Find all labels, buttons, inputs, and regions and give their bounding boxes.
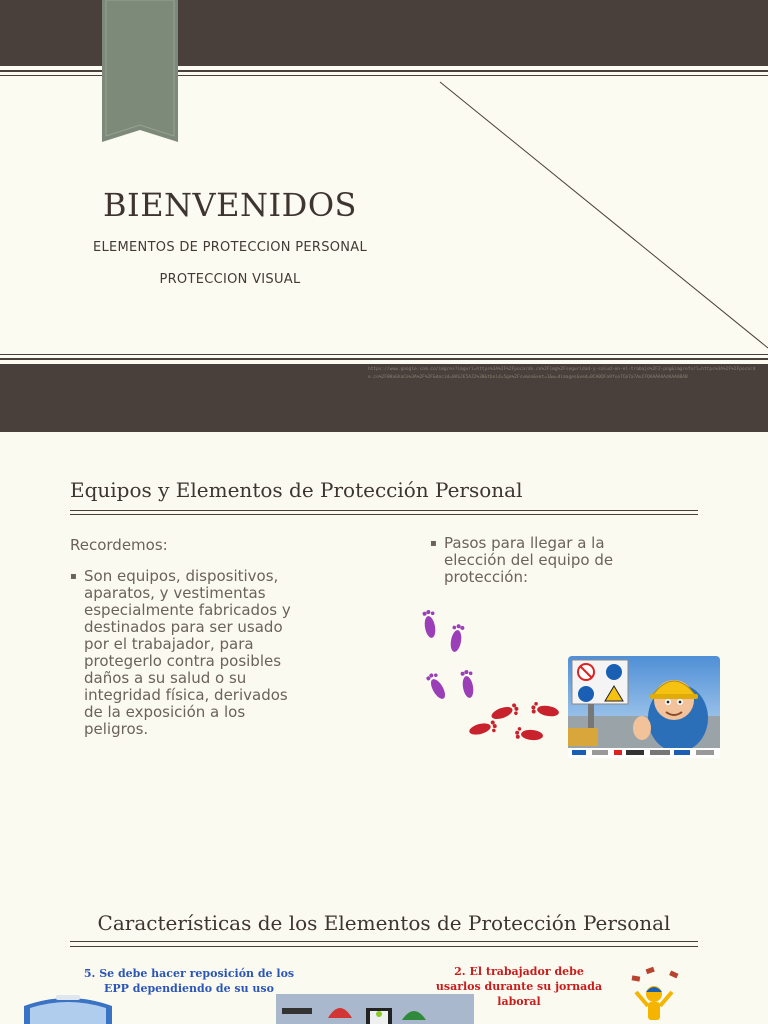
steps-text: Pasos para llegar a la elección del equipo de protección: [444,534,614,586]
bullet-square-icon: ▪ [430,538,437,549]
juggling-worker-figure [618,962,698,1024]
safety-worker-image [568,656,720,758]
epp-title-rule-2 [70,514,698,515]
characteristic-item-5: 5. Se debe hacer reposición de los EPP dependiendo de su uso [83,967,295,995]
source-url-text[interactable]: https://www.google.com.co/imgres?imgurl=https%3A%2F%2Fpocarde.co%2Fimg%2Fseguridad-y-salud-en-el-trabajo%2F2-png&imgrefurl=https%3A%2F%2Fpocarde.co%2F0HaGhaCa%3A%2F%2F&docid=0ASJE5AJ2%3B&tbnid=5ge%2Fsvmon&vet=1&w=dimages&ved=0CA0QFa9fse7Cm7a7AuCFQAAAAAAdAAAABAB [368,367,756,380]
characteristics-title-rule-2 [70,946,698,947]
characteristic-item-2: 2. El trabajador debe usarlos durante su jornada laboral [435,965,603,1008]
steps-bullet [430,535,650,586]
characteristics-slide-title: Características de los Elementos de Protección Personal [97,911,671,935]
bookmark-ribbon-icon [102,0,178,142]
bottom-rule-2 [0,358,768,360]
welcome-subtitle-1: ELEMENTOS DE PROTECCION PERSONAL [92,240,368,255]
epp-board-image [276,994,474,1024]
recordemos-label: Recordemos: [70,536,168,554]
epp-slide-title: Equipos y Elementos de Protección Personal [70,478,523,502]
safety-goggles-icon [20,992,116,1024]
welcome-slide [0,0,768,432]
definition-text: Son equipos, dispositivos, aparatos, y vestimentas especialmente fabricados y destinados para ser usado por el trabajador, para protegerlo contra posibles daños a su salud o su integridad física, derivados de la exposición a los peligros. [84,567,291,738]
bullet-square-icon: ▪ [70,571,77,582]
bottom-rule-1 [0,354,768,355]
definition-bullet [70,568,300,738]
welcome-title: BIENVENIDOS [103,186,357,224]
characteristics-title-rule-1 [70,941,698,942]
epp-title-rule-1 [70,510,698,511]
welcome-subtitle-2: PROTECCION VISUAL [159,272,301,287]
footprints-icon [410,605,580,750]
